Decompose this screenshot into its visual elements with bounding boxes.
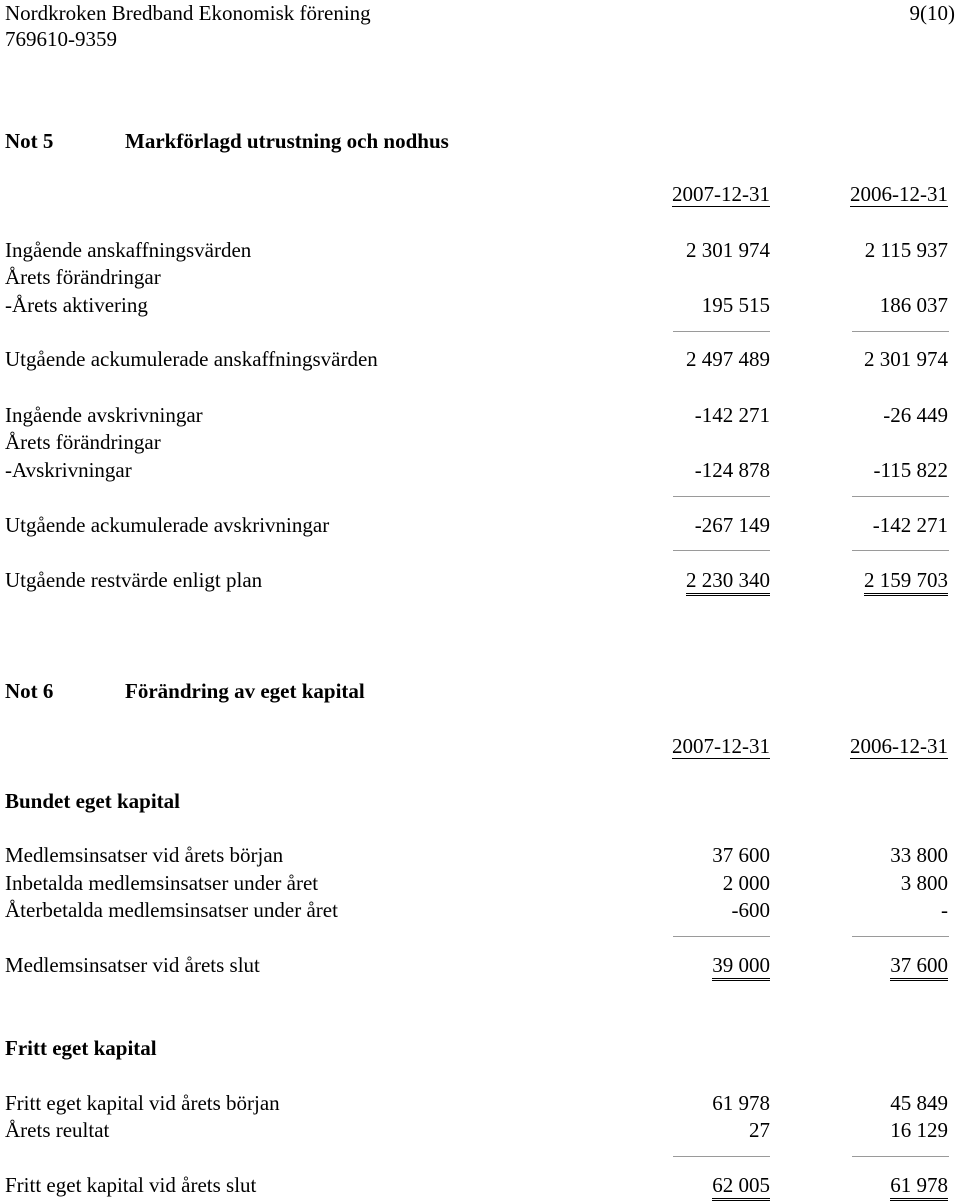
- row-label: -Årets aktivering: [5, 293, 148, 317]
- row-value-2006: 45 849: [890, 1091, 948, 1115]
- row-label: Årets förändringar: [5, 430, 161, 454]
- separator-line: [852, 496, 949, 497]
- org-number: 769610-9359: [5, 27, 117, 51]
- row-value-2007: -267 149: [694, 513, 770, 537]
- row-label: Årets förändringar: [5, 265, 161, 289]
- row-label: Återbetalda medlemsinsatser under året: [5, 898, 338, 922]
- row-value-2006: -26 449: [883, 403, 948, 427]
- row-label: Medlemsinsatser vid årets början: [5, 843, 284, 867]
- row-value-2007: 2 000: [722, 871, 770, 895]
- row-value-2007: -124 878: [694, 458, 770, 482]
- row-value-2006: 61 978: [890, 1175, 948, 1201]
- row-label: Fritt eget kapital vid årets slut: [5, 1173, 257, 1197]
- row-value-2006: 2 301 974: [864, 347, 948, 371]
- row-value-2006: 33 800: [890, 843, 948, 867]
- row-label: Fritt eget kapital vid årets början: [5, 1091, 280, 1115]
- row-value-2006: -142 271: [872, 513, 948, 537]
- row-value-2006: 3 800: [900, 871, 948, 895]
- row-value-2006: 37 600: [890, 955, 948, 981]
- separator-line: [852, 550, 949, 551]
- note5-number: Not 5: [5, 129, 54, 153]
- note5-title: Markförlagd utrustning och nodhus: [125, 129, 449, 153]
- separator-line: [852, 1156, 949, 1157]
- note6-col1-header: 2007-12-31: [672, 734, 770, 758]
- row-value-2007: 2 301 974: [686, 238, 770, 262]
- row-value-2006: 2 159 703: [864, 570, 948, 596]
- separator-line: [852, 331, 949, 332]
- row-value-2007: 195 515: [701, 293, 770, 317]
- page-number: 9(10): [909, 1, 955, 25]
- row-label: Utgående restvärde enligt plan: [5, 568, 263, 592]
- row-label: Ingående anskaffningsvärden: [5, 238, 252, 262]
- row-label: Ingående avskrivningar: [5, 403, 203, 427]
- row-label: Inbetalda medlemsinsatser under året: [5, 871, 319, 895]
- note6-number: Not 6: [5, 679, 54, 703]
- row-value-2007: 37 600: [712, 843, 770, 867]
- row-value-2007: 62 005: [712, 1175, 770, 1201]
- row-label: Utgående ackumulerade anskaffningsvärden: [5, 347, 378, 371]
- row-value-2007: -600: [731, 898, 770, 922]
- row-label: Utgående ackumulerade avskrivningar: [5, 513, 330, 537]
- note6-title: Förändring av eget kapital: [125, 679, 365, 703]
- separator-line: [673, 331, 770, 332]
- row-label: Medlemsinsatser vid årets slut: [5, 953, 260, 977]
- row-value-2007: 2 230 340: [686, 570, 770, 596]
- row-value-2007: 2 497 489: [686, 347, 770, 371]
- row-value-2006: 186 037: [879, 293, 948, 317]
- separator-line: [673, 550, 770, 551]
- row-value-2006: -115 822: [873, 458, 948, 482]
- row-value-2007: 39 000: [712, 955, 770, 981]
- row-value-2007: -142 271: [694, 403, 770, 427]
- row-label: Årets reultat: [5, 1118, 110, 1142]
- row-value-2007: 27: [749, 1118, 770, 1142]
- note5-col1-header: 2007-12-31: [672, 182, 770, 206]
- bundet-heading: Bundet eget kapital: [5, 789, 181, 813]
- row-value-2007: 61 978: [712, 1091, 770, 1115]
- company-name: Nordkroken Bredband Ekonomisk förening: [5, 1, 371, 25]
- separator-line: [852, 936, 949, 937]
- fritt-heading: Fritt eget kapital: [5, 1036, 157, 1060]
- row-value-2006: 16 129: [890, 1118, 948, 1142]
- note6-col2-header: 2006-12-31: [850, 734, 948, 758]
- row-value-2006: -: [941, 898, 948, 922]
- separator-line: [673, 1156, 770, 1157]
- row-label: -Avskrivningar: [5, 458, 132, 482]
- separator-line: [673, 936, 770, 937]
- note5-col2-header: 2006-12-31: [850, 182, 948, 206]
- separator-line: [673, 496, 770, 497]
- row-value-2006: 2 115 937: [864, 238, 948, 262]
